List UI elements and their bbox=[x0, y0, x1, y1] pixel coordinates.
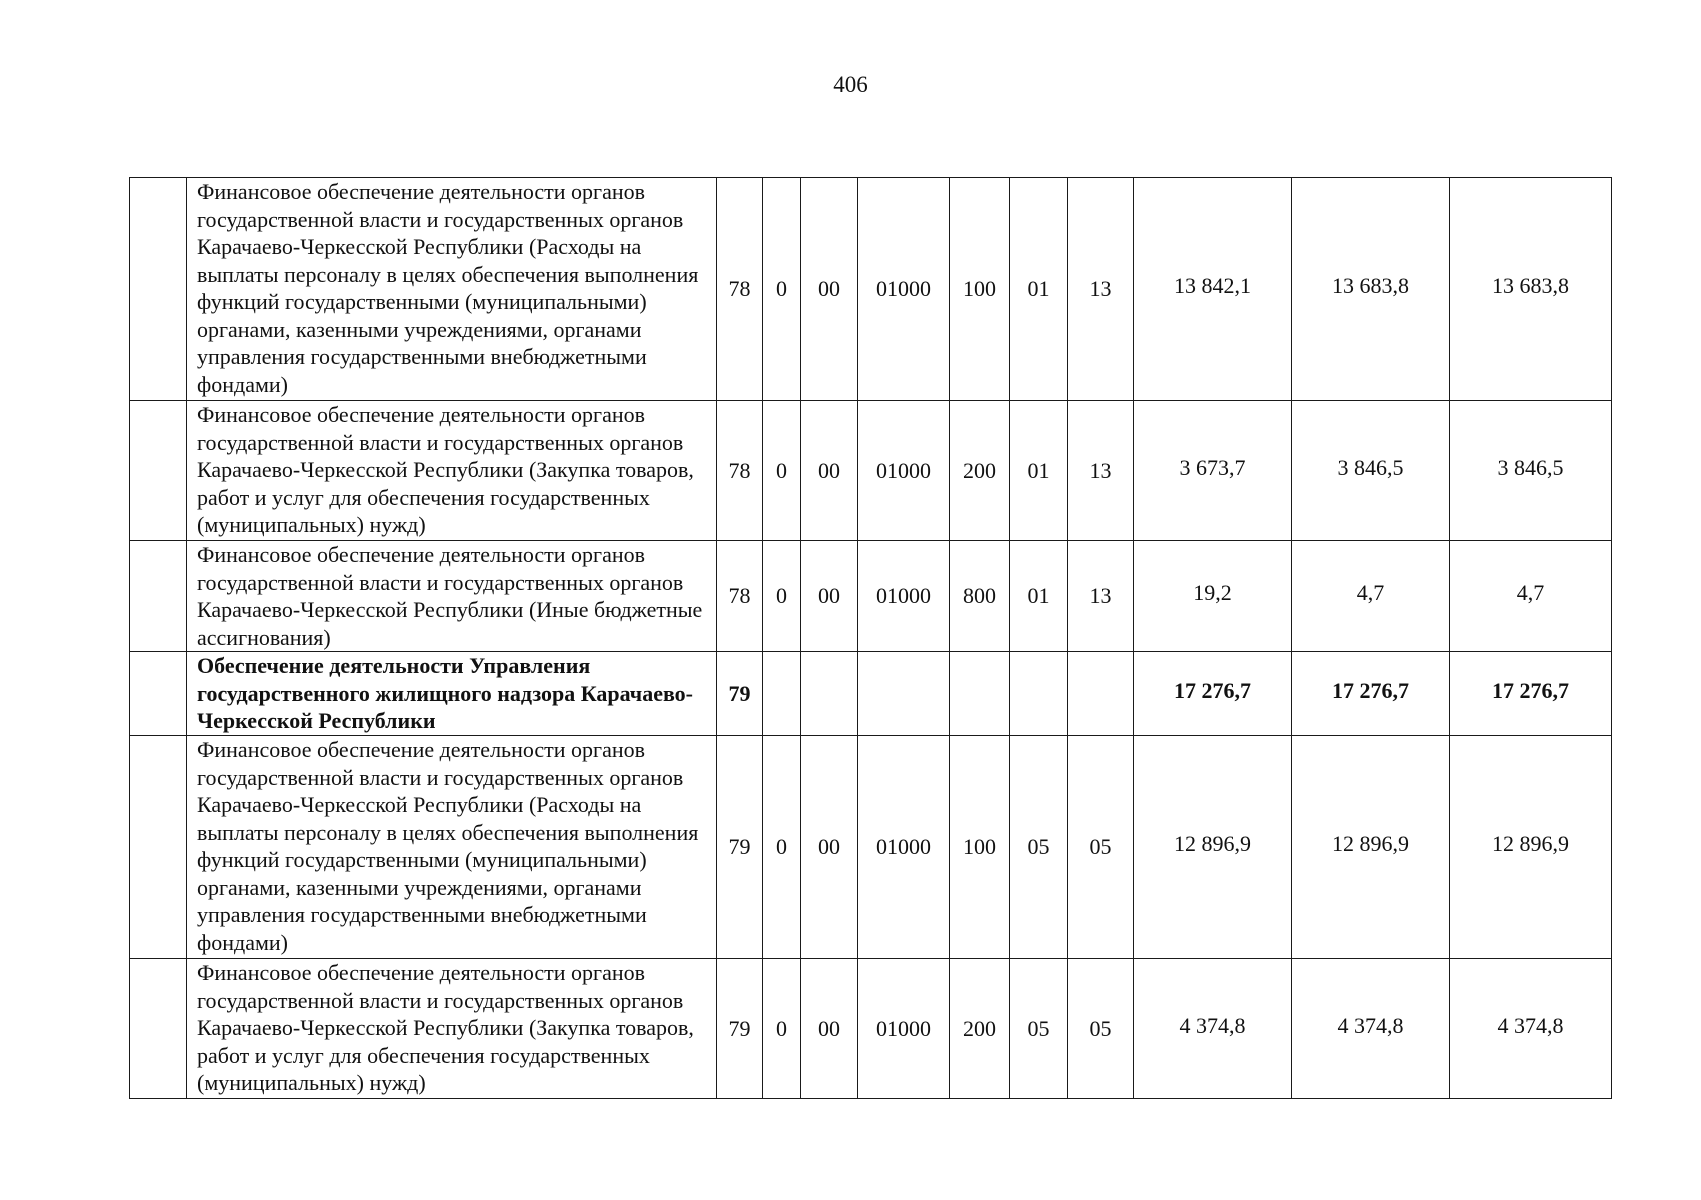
page-number: 406 bbox=[833, 72, 868, 97]
code-cell: 00 bbox=[801, 178, 858, 401]
code-cell: 01000 bbox=[858, 736, 950, 959]
table-row bbox=[130, 178, 1612, 401]
description-cell: Обеспечение деятельности Управления государственного жилищного надзора Карачаево-Черкесской Республики bbox=[187, 652, 717, 736]
amount-cell: 4,7 bbox=[1292, 541, 1450, 652]
table-row bbox=[130, 959, 1612, 1099]
description-cell: Финансовое обеспечение деятельности органов государственной власти и государственных органов Карачаево-Черкесской Республики (Расходы на выплаты персоналу в целях обеспечения выполнения функций государственными (муниципальными) органами, казенными учреждениями, органами управления государственными внебюджетными фондами) bbox=[187, 736, 717, 959]
table-row-section bbox=[130, 652, 1612, 736]
description-cell: Финансовое обеспечение деятельности органов государственной власти и государственных органов Карачаево-Черкесской Республики (Иные бюджетные ассигнования) bbox=[187, 541, 717, 652]
code-cell: 79 bbox=[717, 959, 763, 1099]
code-cell: 13 bbox=[1068, 541, 1134, 652]
code-cell: 01 bbox=[1010, 541, 1068, 652]
amount-cell: 17 276,7 bbox=[1134, 652, 1292, 736]
row-number-cell bbox=[130, 652, 187, 736]
code-cell: 05 bbox=[1010, 959, 1068, 1099]
code-cell: 01000 bbox=[858, 959, 950, 1099]
description-cell: Финансовое обеспечение деятельности органов государственной власти и государственных органов Карачаево-Черкесской Республики (Закупка товаров, работ и услуг для обеспечения государственных (муниципальных) нужд) bbox=[187, 959, 717, 1099]
code-cell: 79 bbox=[717, 652, 763, 736]
code-cell bbox=[763, 652, 801, 736]
table-row bbox=[130, 541, 1612, 652]
amount-cell: 13 683,8 bbox=[1292, 178, 1450, 401]
code-cell: 01000 bbox=[858, 401, 950, 541]
amount-cell: 12 896,9 bbox=[1450, 736, 1612, 959]
code-cell bbox=[1010, 652, 1068, 736]
amount-cell: 17 276,7 bbox=[1450, 652, 1612, 736]
amount-cell: 13 842,1 bbox=[1134, 178, 1292, 401]
amount-cell: 4 374,8 bbox=[1134, 959, 1292, 1099]
table-row bbox=[130, 736, 1612, 959]
code-cell bbox=[1068, 652, 1134, 736]
code-cell: 0 bbox=[763, 736, 801, 959]
amount-cell: 19,2 bbox=[1134, 541, 1292, 652]
row-number-cell bbox=[130, 736, 187, 959]
code-cell: 78 bbox=[717, 178, 763, 401]
code-cell: 01000 bbox=[858, 178, 950, 401]
code-cell: 79 bbox=[717, 736, 763, 959]
description-cell: Финансовое обеспечение деятельности органов государственной власти и государственных органов Карачаево-Черкесской Республики (Расходы на выплаты персоналу в целях обеспечения выполнения функций государственными (муниципальными) органами, казенными учреждениями, органами управления государственными внебюджетными фондами) bbox=[187, 178, 717, 401]
code-cell: 800 bbox=[950, 541, 1010, 652]
code-cell: 13 bbox=[1068, 401, 1134, 541]
code-cell: 01 bbox=[1010, 401, 1068, 541]
code-cell: 01 bbox=[1010, 178, 1068, 401]
code-cell: 100 bbox=[950, 736, 1010, 959]
amount-cell: 3 846,5 bbox=[1450, 401, 1612, 541]
code-cell: 05 bbox=[1068, 959, 1134, 1099]
code-cell: 05 bbox=[1010, 736, 1068, 959]
amount-cell: 17 276,7 bbox=[1292, 652, 1450, 736]
code-cell bbox=[950, 652, 1010, 736]
amount-cell: 12 896,9 bbox=[1292, 736, 1450, 959]
code-cell: 00 bbox=[801, 959, 858, 1099]
code-cell: 13 bbox=[1068, 178, 1134, 401]
row-number-cell bbox=[130, 541, 187, 652]
amount-cell: 4 374,8 bbox=[1450, 959, 1612, 1099]
table-row bbox=[130, 401, 1612, 541]
code-cell: 05 bbox=[1068, 736, 1134, 959]
code-cell: 78 bbox=[717, 541, 763, 652]
code-cell: 0 bbox=[763, 401, 801, 541]
amount-cell: 13 683,8 bbox=[1450, 178, 1612, 401]
budget-table bbox=[129, 177, 1612, 1099]
code-cell: 00 bbox=[801, 401, 858, 541]
row-number-cell bbox=[130, 178, 187, 401]
row-number-cell bbox=[130, 959, 187, 1099]
amount-cell: 4 374,8 bbox=[1292, 959, 1450, 1099]
code-cell bbox=[858, 652, 950, 736]
code-cell: 200 bbox=[950, 401, 1010, 541]
code-cell: 78 bbox=[717, 401, 763, 541]
description-cell: Финансовое обеспечение деятельности органов государственной власти и государственных органов Карачаево-Черкесской Республики (Закупка товаров, работ и услуг для обеспечения государственных (муниципальных) нужд) bbox=[187, 401, 717, 541]
amount-cell: 12 896,9 bbox=[1134, 736, 1292, 959]
code-cell: 00 bbox=[801, 541, 858, 652]
code-cell: 0 bbox=[763, 541, 801, 652]
amount-cell: 3 673,7 bbox=[1134, 401, 1292, 541]
row-number-cell bbox=[130, 401, 187, 541]
code-cell: 00 bbox=[801, 736, 858, 959]
code-cell: 200 bbox=[950, 959, 1010, 1099]
code-cell: 01000 bbox=[858, 541, 950, 652]
amount-cell: 4,7 bbox=[1450, 541, 1612, 652]
code-cell: 0 bbox=[763, 959, 801, 1099]
amount-cell: 3 846,5 bbox=[1292, 401, 1450, 541]
code-cell bbox=[801, 652, 858, 736]
code-cell: 0 bbox=[763, 178, 801, 401]
code-cell: 100 bbox=[950, 178, 1010, 401]
